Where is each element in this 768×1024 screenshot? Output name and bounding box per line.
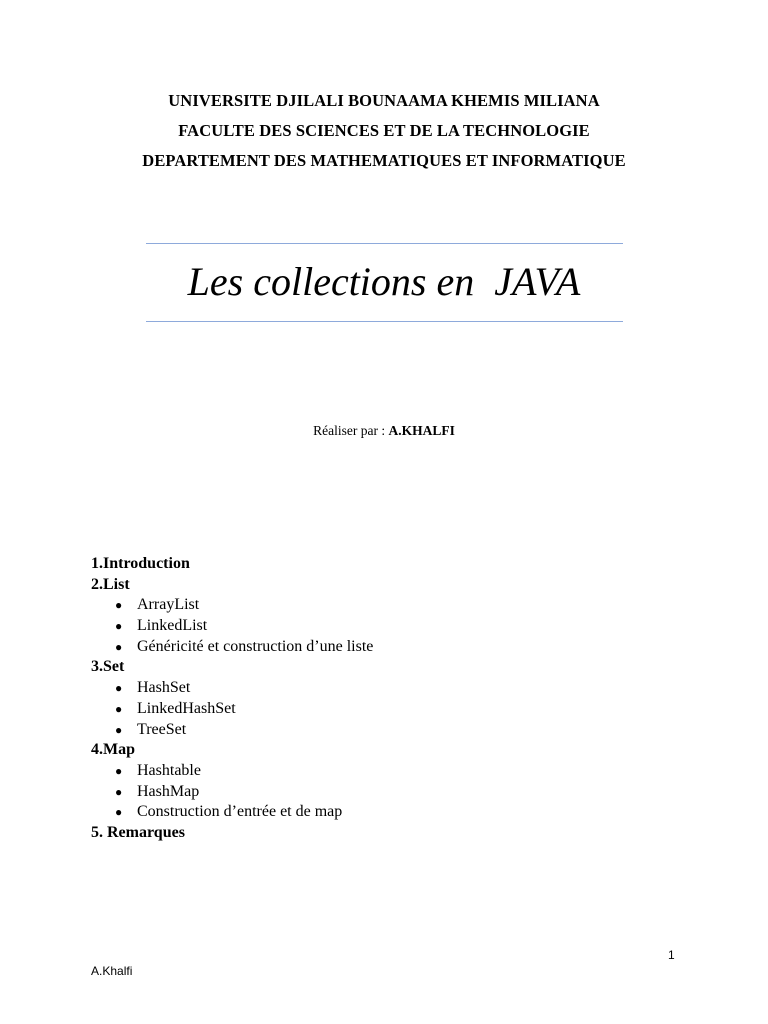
toc-section-title: 4.Map <box>91 741 135 759</box>
toc-item <box>91 761 591 782</box>
bullet-icon: ● <box>115 639 123 654</box>
toc-section-title: 3.Set <box>91 658 125 676</box>
author-line <box>0 422 768 440</box>
toc-item <box>91 595 591 616</box>
toc-section <box>91 575 591 658</box>
university-name: UNIVERSITE DJILALI BOUNAAMA KHEMIS MILIANA <box>168 91 600 110</box>
toc-item <box>91 720 591 741</box>
toc-item-label: Généricité et construction d’une liste <box>137 637 374 655</box>
toc-item <box>91 699 591 720</box>
bullet-icon: ● <box>115 763 123 778</box>
toc-item-list <box>91 595 591 657</box>
toc-section-title: 5. Remarques <box>91 823 185 841</box>
toc-item-label: TreeSet <box>137 720 187 738</box>
page-number: 1 <box>668 948 675 962</box>
toc-section <box>91 823 591 844</box>
toc-item-list <box>91 678 591 740</box>
toc-item-label: LinkedHashSet <box>137 699 236 717</box>
toc-item <box>91 678 591 699</box>
department-name: DEPARTEMENT DES MATHEMATIQUES ET INFORMATIQUE <box>142 151 626 170</box>
bullet-icon: ● <box>115 619 123 634</box>
toc-item <box>91 637 591 658</box>
toc-item <box>91 802 591 823</box>
faculty-name: FACULTE DES SCIENCES ET DE LA TECHNOLOGIE <box>178 121 590 140</box>
toc-item-label: Hashtable <box>137 761 201 779</box>
institution-header <box>0 86 768 176</box>
bullet-icon: ● <box>115 598 123 613</box>
toc-section-title: 2.List <box>91 575 130 593</box>
toc-item <box>91 616 591 637</box>
toc-item-label: ArrayList <box>137 596 200 614</box>
toc-section <box>91 657 591 740</box>
toc-item <box>91 782 591 803</box>
table-of-contents <box>91 554 591 844</box>
toc-section <box>91 740 591 823</box>
author-label: Réaliser par : <box>313 423 389 438</box>
bullet-icon: ● <box>115 701 123 716</box>
document-title: Les collections en JAVA <box>187 259 581 304</box>
title-rule-top <box>146 243 623 244</box>
toc-item-label: Construction d’entrée et de map <box>137 803 343 821</box>
toc-section <box>91 554 591 575</box>
bullet-icon: ● <box>115 805 123 820</box>
toc-section-title: 1.Introduction <box>91 555 190 572</box>
toc-item-list <box>91 761 591 823</box>
footer-author: A.Khalfi <box>91 964 133 978</box>
bullet-icon: ● <box>115 722 123 737</box>
bullet-icon: ● <box>115 681 123 696</box>
title-rule-bottom <box>146 321 623 322</box>
toc-item-label: HashSet <box>137 679 191 697</box>
bullet-icon: ● <box>115 784 123 799</box>
author-name: A.KHALFI <box>388 423 455 438</box>
toc-item-label: HashMap <box>137 782 200 800</box>
toc-item-label: LinkedList <box>137 617 208 635</box>
